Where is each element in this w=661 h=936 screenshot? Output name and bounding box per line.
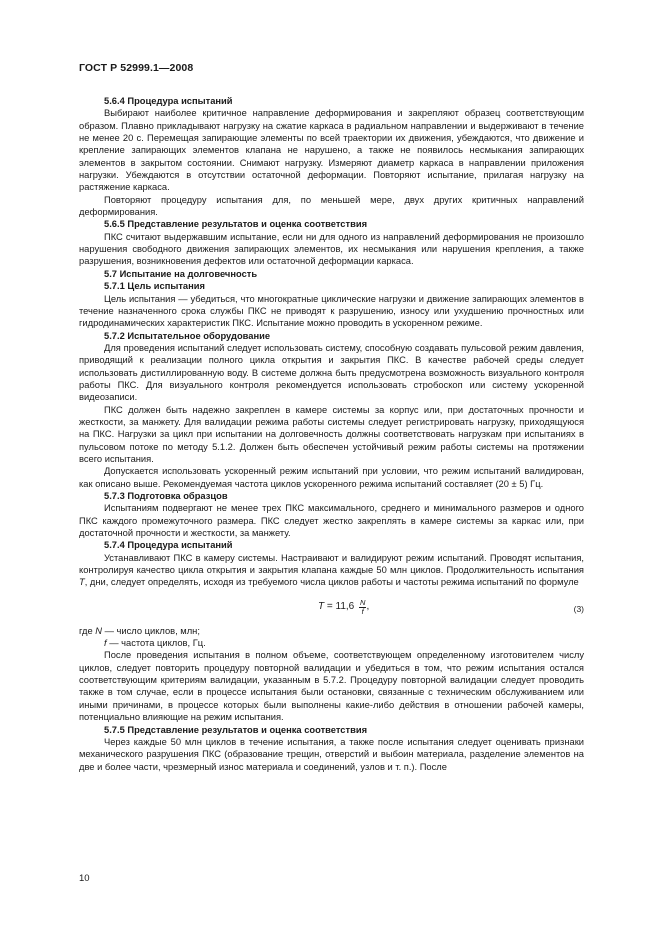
variable-definition: где N — число циклов, млн;	[79, 625, 200, 636]
variable-definition: f — частота циклов, Гц.	[104, 638, 206, 649]
section-heading-5-7: 5.7 Испытание на долговечность	[104, 268, 258, 279]
paragraph: Цель испытания — убедиться, что многократные циклические нагрузки и движение запирающих элементов в течение назначенного срока службы ПКС не приводят к разрушению, износу или ухудшению прочностных или гидродинамических характеристик ПКС. Испытание можно проводить в ускоренном режиме.	[79, 293, 584, 329]
paragraph: Устанавливают ПКС в камеру системы. Настраивают и валидируют режим испытаний. Проводят испытания, контролируя качество цикла открытия и закрытия клапана каждые 50 млн циклов. Продолжительность испытания Т, дни, следует определять, исходя из требуемого числа циклов работы и частоты режима испытаний по формуле	[79, 552, 584, 588]
section-heading-5-7-3: 5.7.3 Подготовка образцов	[104, 491, 228, 501]
formula-number: (3)	[573, 603, 584, 614]
formula-fraction: $\frac{N}{f}$	[360, 597, 366, 616]
paragraph: После проведения испытания в полном объеме, соответствующем определенному изготовителем числу циклов, следует повторить процедуру повторной валидации и убедиться в том, что режим испытания остался соответствующим критериям валидации, указанным в 5.7.2. Процедуру повторной валидации следует проводить также в том случае, если в процессе испытания были остановки, связанные с техническим обслуживанием или иными причинами, в процессе которых были выполнены какие-либо действия в отношении рабочей камеры, потенциально влияющие на режим испытания.	[79, 650, 584, 723]
section-heading-5-7-2: 5.7.2 Испытательное оборудование	[104, 330, 271, 341]
paragraph: Для проведения испытаний следует использовать систему, способную создавать пульсовой режим давления, приводящий к реализации полного цикла открытия и закрытия ПКС. В качестве рабочей среды следует использовать дистиллированную воду. В системе должна быть предусмотрена возможность визуального контроля работы ПКС. Для визуального контроля рекомендуется использовать стробоскоп или систему ускоренной видеозаписи.	[79, 342, 584, 403]
formula-block	[79, 591, 584, 621]
formula: T = 11,6 $\frac{N}{f}$ ,	[318, 597, 370, 616]
section-heading-5-7-1: 5.7.1 Цель испытания	[104, 281, 205, 292]
paragraph: Допускается использовать ускоренный режим испытаний при условии, что режим испытаний валидирован, как описано выше. Рекомендуемая частота циклов ускоренного режима испытаний составляет (20 ± 5) Гц.	[79, 466, 584, 489]
paragraph: ПКС считают выдержавшим испытание, если ни для одного из направлений деформирования не произошло нарушения свободного движения запирающих элементов, их несмыкания или нарушения крепления, а также разрушения, возникновения дефектов или остаточной деформации каркаса.	[79, 231, 584, 267]
paragraph: ПКС должен быть надежно закреплен в камере системы за корпус или, при достаточных прочности и жесткости, за манжету. Для валидации режима работы системы следует регистрировать нагрузку, приходящуюся на ПКС. Нагрузки за цикл при испытании на долговечность должны соответствовать нагрузкам при испытаниях в пульсовом потоке по методу 5.1.2. Должен быть обеспечен устойчивый режим работы системы на протяжении всего испытания.	[79, 404, 584, 464]
section-heading-5-6-5: 5.6.5 Представление результатов и оценка соответствия	[104, 219, 368, 230]
page-content	[79, 95, 584, 773]
document-header: ГОСТ Р 52999.1—2008	[79, 62, 194, 74]
paragraph: Выбирают наиболее критичное направление деформирования и закрепляют образец соответствующим образом. Плавно прикладывают нагрузку на сжатие каркаса в радиальном направлении и выдерживают в течение не менее 20 с. Перемещая запирающие элементы по всей траектории их движения, убеждаются, что движение и крепление запирающих элементов клапана не нарушено, а также не появилось несмыкания запирающих элементов в закрытом состоянии. Снимают нагрузку. Измеряют диаметр каркаса в направлении приложения нагрузки. Убеждаются в отсутствии остаточной деформации. Повторяют испытание, прилагая нагрузку на растяжение каркаса.	[79, 108, 584, 193]
section-heading-5-6-4: 5.6.4 Процедура испытаний	[104, 96, 233, 106]
paragraph: Испытаниям подвергают не менее трех ПКС максимального, среднего и минимального размеров и одного ПКС каждого промежуточного размера. ПКС следует жестко закреплять в камере системы за каркас или, при достаточной прочности и жесткости, за манжету.	[79, 503, 584, 539]
page-number: 10	[79, 873, 90, 884]
paragraph: Повторяют процедуру испытания для, по меньшей мере, двух других критичных направлений деформирования.	[79, 194, 584, 218]
paragraph: Через каждые 50 млн циклов в течение испытания, а также после испытания следует оценивать признаки механического разрушения ПКС (образование трещин, отверстий и выбоин материала, разделение элементов на две и более части, чрезмерный износ материала и соединений, узлов и т. п.). После	[79, 736, 584, 772]
section-heading-5-7-4: 5.7.4 Процедура испытаний	[104, 540, 233, 551]
section-heading-5-7-5: 5.7.5 Представление результатов и оценка соответствия	[104, 724, 368, 735]
